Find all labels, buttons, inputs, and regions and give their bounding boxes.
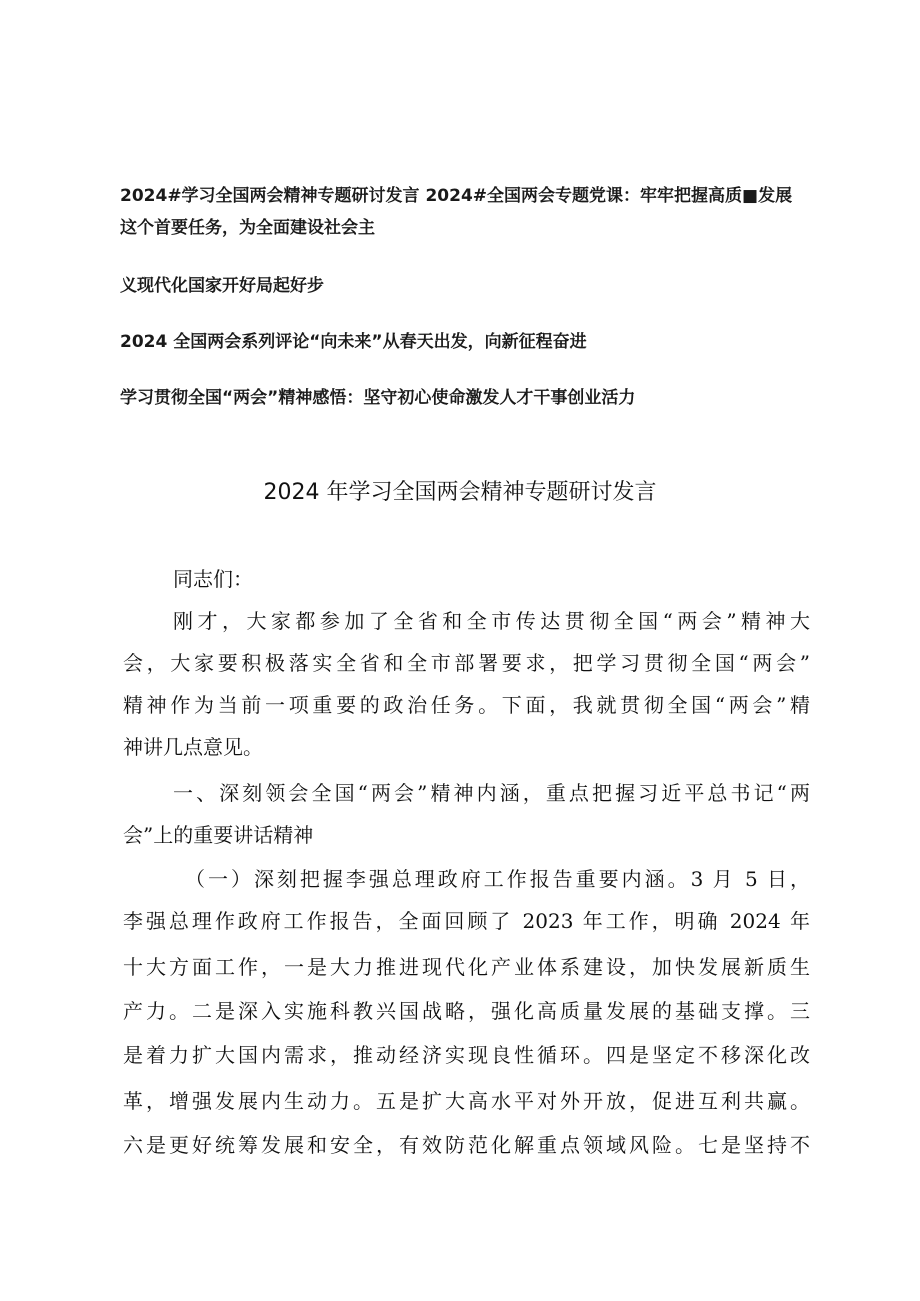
related-article-line-4: 2024 全国两会系列评论“向未来”从春天出发，向新征程奋进 [120, 332, 587, 352]
section-heading-1-line-2: 会”上的重要讲话精神 [123, 823, 314, 847]
body-line-2: 会，大家要积极落实全省和全市部署要求，把学习贯彻全国“两会” [123, 651, 810, 675]
salutation: 同志们： [173, 567, 253, 591]
body-line-4: 神讲几点意见。 [123, 735, 263, 759]
body-line-1: 刚才，大家都参加了全省和全市传达贯彻全国“两会”精神大 [173, 609, 810, 633]
body-line-11: 是着力扩大国内需求，推动经济实现良性循环。四是坚定不移深化改 [123, 1043, 810, 1067]
body-line-7: （一）深刻把握李强总理政府工作报告重要内涵。3 月 5 日， [185, 867, 810, 891]
body-line-13: 六是更好统筹发展和安全，有效防范化解重点领域风险。七是坚持不 [123, 1133, 810, 1157]
body-line-3: 精神作为当前一项重要的政治任务。下面，我就贯彻全国“两会”精 [123, 693, 810, 717]
section-heading-1-line-1: 一、深刻领会全国“两会”精神内涵，重点把握习近平总书记“两 [173, 781, 810, 805]
document-title: 2024 年学习全国两会精神专题研讨发言 [263, 480, 657, 505]
related-article-line-5: 学习贯彻全国“两会”精神感悟：坚守初心使命激发人才干事创业活力 [120, 388, 636, 408]
body-line-12: 革，增强发展内生动力。五是扩大高水平对外开放，促进互利共赢。 [123, 1089, 810, 1113]
related-article-line-1: 2024#学习全国两会精神专题研讨发言 2024#全国两会专题党课：牢牢把握高质■发展 [120, 186, 793, 206]
body-line-10: 产力。二是深入实施科教兴国战略，强化高质量发展的基础支撑。三 [123, 999, 810, 1023]
related-article-line-2: 这个首要任务，为全面建设社会主 [120, 218, 375, 238]
related-article-line-3: 义现代化国家开好局起好步 [120, 276, 324, 296]
body-line-8: 李强总理作政府工作报告，全面回顾了 2023 年工作，明确 2024 年 [123, 909, 810, 933]
body-line-9: 十大方面工作，一是大力推进现代化产业体系建设，加快发展新质生 [123, 955, 810, 979]
